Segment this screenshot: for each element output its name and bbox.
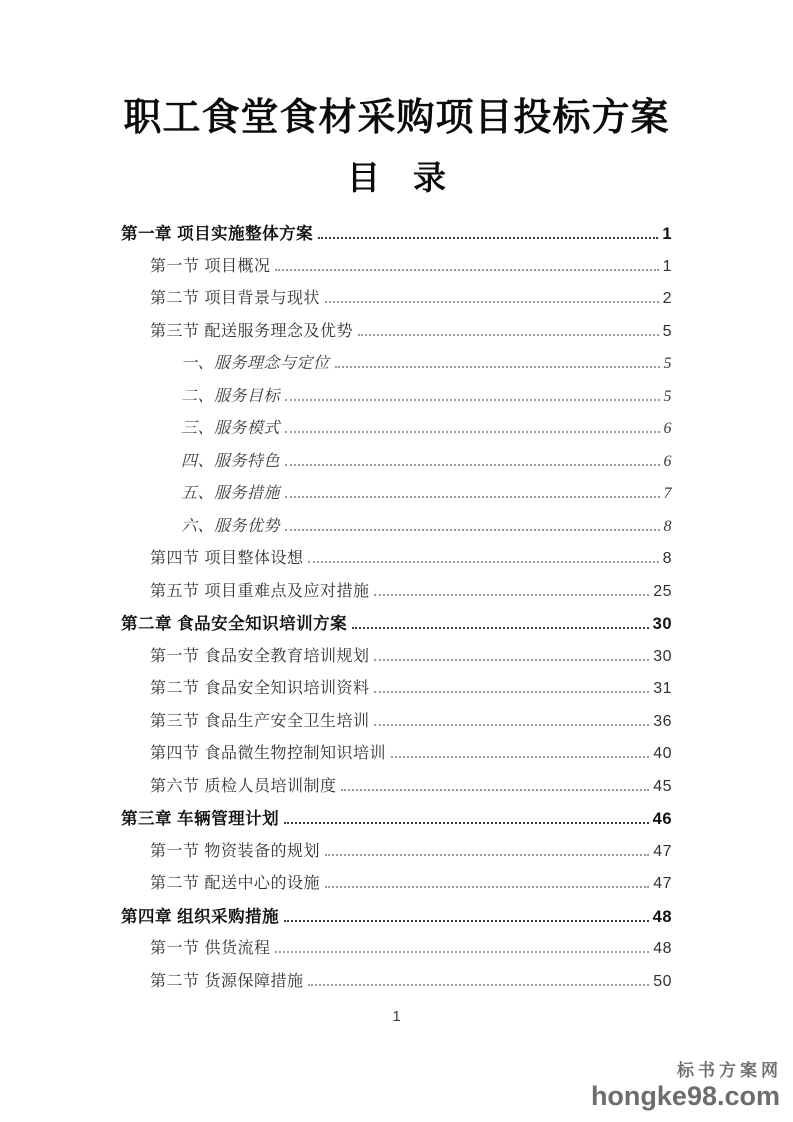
- toc-entry-page: 6: [663, 452, 672, 470]
- dot-leader: [308, 982, 649, 986]
- toc-entry: [150, 740, 672, 773]
- dot-leader: [352, 625, 649, 629]
- dot-leader: [335, 364, 660, 368]
- toc-list: [121, 220, 672, 1000]
- toc-entry-title: 第二节 货源保障措施: [150, 972, 304, 990]
- toc-entry: [150, 578, 672, 611]
- dot-leader: [308, 559, 658, 563]
- toc-entry: [150, 253, 672, 286]
- dot-leader: [341, 787, 649, 791]
- toc-entry-page: 5: [663, 355, 672, 372]
- toc-entry-page: 30: [653, 647, 672, 665]
- toc-entry: [150, 285, 672, 318]
- toc-entry-page: 40: [653, 745, 672, 762]
- toc-entry-title: 二、服务目标: [181, 387, 281, 405]
- toc-entry: [150, 838, 672, 871]
- toc-entry-page: 5: [663, 387, 672, 405]
- toc-entry-title: 第一节 项目概况: [150, 257, 271, 275]
- toc-entry-title: 第四章 组织采购措施: [121, 907, 280, 926]
- toc-entry-title: 第五节 项目重难点及应对措施: [150, 582, 370, 600]
- toc-entry-title: 第二节 食品安全知识培训资料: [150, 680, 370, 697]
- toc-entry-page: 5: [662, 322, 672, 340]
- toc-entry: [150, 870, 672, 903]
- toc-entry-title: 第一节 食品安全教育培训规划: [150, 647, 370, 665]
- dot-leader: [285, 397, 659, 401]
- toc-entry: [121, 903, 672, 936]
- toc-entry-page: 30: [652, 615, 672, 633]
- dot-leader: [285, 494, 659, 498]
- toc-entry-page: 8: [663, 517, 672, 535]
- watermark-site-name: 标书方案网: [677, 1061, 782, 1080]
- toc-entry: [121, 220, 672, 253]
- toc-entry-title: 三、服务模式: [181, 420, 281, 437]
- dot-leader: [284, 918, 649, 922]
- toc-entry: [150, 968, 672, 1001]
- toc-entry-title: 第三节 食品生产安全卫生培训: [150, 712, 370, 730]
- toc-entry-page: 25: [653, 582, 672, 600]
- toc-entry: [150, 643, 672, 676]
- toc-entry-title: 一、服务理念与定位: [181, 355, 330, 372]
- toc-entry-page: 36: [653, 712, 672, 730]
- dot-leader: [275, 949, 649, 953]
- toc-entry: [121, 610, 672, 643]
- dot-leader: [374, 722, 649, 726]
- dot-leader: [358, 332, 659, 336]
- toc-entry-page: 46: [652, 810, 672, 828]
- document-title: 职工食堂食材采购项目投标方案: [123, 97, 670, 139]
- toc-entry: [181, 448, 672, 481]
- dot-leader: [285, 429, 659, 433]
- dot-leader: [325, 299, 659, 303]
- dot-leader: [374, 592, 649, 596]
- dot-leader: [285, 527, 659, 531]
- toc-entry-page: 48: [652, 907, 672, 926]
- dot-leader: [284, 820, 649, 824]
- toc-entry-title: 第二章 食品安全知识培训方案: [121, 615, 348, 633]
- toc-entry: [150, 318, 672, 351]
- toc-entry-title: 第三章 车辆管理计划: [121, 810, 280, 828]
- toc-entry-page: 47: [653, 842, 672, 860]
- toc-entry-title: 第二节 配送中心的设施: [150, 875, 320, 892]
- toc-entry-title: 第二节 项目背景与现状: [150, 290, 320, 307]
- toc-heading: 目 录: [347, 159, 446, 196]
- toc-entry-page: 8: [662, 550, 672, 567]
- toc-entry: [121, 805, 672, 838]
- toc-entry-title: 四、服务特色: [181, 452, 281, 470]
- watermark-site-url: hongke98.com: [590, 1081, 780, 1111]
- toc-entry: [181, 350, 672, 383]
- toc-entry-title: 六、服务优势: [181, 517, 281, 535]
- toc-entry-page: 6: [663, 420, 672, 437]
- dot-leader: [391, 754, 649, 758]
- toc-entry: [150, 545, 672, 578]
- toc-entry-title: 五、服务措施: [181, 485, 281, 502]
- toc-entry: [150, 675, 672, 708]
- dot-leader: [318, 235, 658, 239]
- toc-entry-title: 第六节 质检人员培训制度: [150, 777, 337, 795]
- toc-entry-page: 50: [653, 972, 672, 990]
- toc-entry-page: 1: [662, 225, 672, 243]
- toc-entry-title: 第四节 项目整体设想: [150, 550, 304, 567]
- toc-entry-page: 47: [653, 875, 672, 892]
- toc-entry: [150, 773, 672, 806]
- toc-entry-title: 第一节 物资装备的规划: [150, 842, 320, 860]
- toc-entry-page: 31: [653, 680, 672, 697]
- toc-entry-page: 2: [662, 290, 672, 307]
- toc-entry: [150, 935, 672, 968]
- toc-entry-page: 45: [653, 777, 672, 795]
- toc-entry: [181, 415, 672, 448]
- dot-leader: [285, 462, 659, 466]
- dot-leader: [374, 689, 649, 693]
- dot-leader: [275, 267, 658, 271]
- toc-entry-page: 1: [662, 257, 672, 275]
- toc-entry: [181, 480, 672, 513]
- toc-entry-title: 第四节 食品微生物控制知识培训: [150, 745, 386, 762]
- toc-entry-title: 第一章 项目实施整体方案: [121, 225, 314, 243]
- toc-entry-title: 第一节 供货流程: [150, 940, 271, 957]
- dot-leader: [374, 657, 649, 661]
- dot-leader: [325, 852, 649, 856]
- toc-entry-page: 48: [653, 940, 672, 957]
- toc-entry: [181, 383, 672, 416]
- toc-entry-title: 第三节 配送服务理念及优势: [150, 322, 353, 340]
- dot-leader: [325, 884, 649, 888]
- toc-entry: [150, 708, 672, 741]
- page-number: 1: [392, 1008, 401, 1025]
- toc-entry: [181, 513, 672, 546]
- watermark: [591, 1062, 780, 1110]
- toc-entry-page: 7: [663, 485, 672, 502]
